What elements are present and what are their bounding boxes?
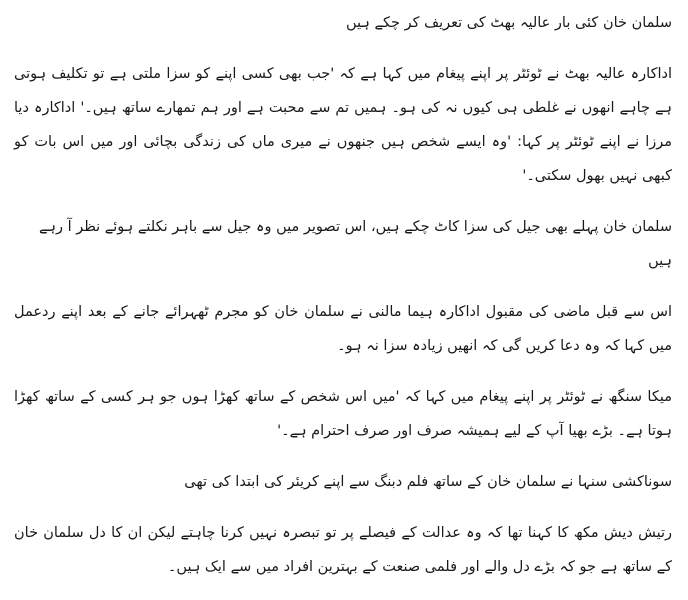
paragraph-mika-singh: میکا سنگھ نے ٹوئٹر پر اپنے پیغام میں کہا کہ 'میں اس شخص کے ساتھ کھڑا ہوں جو ہر کسی کے ساتھ کھڑا ہوتا ہے۔ بڑے بھیا آپ کے لیے ہمیشہ صرف اور صرف احترام ہے۔' [14, 389, 672, 439]
paragraph-riteish-deshmukh: رتیش دیش مکھ کا کہنا تھا کہ وہ عدالت کے فیصلے پر تو تبصرہ نہیں کرنا چاہتے لیکن ان کا دل سلمان خان کے ساتھ ہے جو کہ بڑے دل والے اور فلمی صنعت کے بہترین افراد میں سے ایک ہیں۔ [14, 525, 672, 575]
paragraph-alia-bhatt-dia-mirza: اداکارہ عالیہ بھٹ نے ٹوئٹر پر اپنے پیغام میں کہا ہے کہ 'جب بھی کسی اپنے کو سزا ملتی ہے تو تکلیف ہوتی ہے چاہے انھوں نے غلطی ہی کیوں نہ کی ہو۔ ہمیں تم سے محبت ہے اور ہم تمھارے ساتھ ہیں۔' اداکارہ دیا مرزا نے اپنے ٹوئٹر پر کہا: 'وہ ایسے شخص ہیں جنھوں نے میری ماں کی زندگی بچائی اور میں اس بات کو کبھی نہیں بھول سکتی۔' [14, 66, 672, 184]
paragraph-hema-malini: اس سے قبل ماضی کی مقبول اداکارہ ہیما مالنی نے سلمان خان کو مجرم ٹھہرائے جانے کے بعد اپنے ردعمل میں کہا کہ وہ دعا کریں گی کہ انھیں زیادہ سزا نہ ہو۔ [14, 304, 672, 354]
caption-salman-jail: سلمان خان پہلے بھی جیل کی سزا کاٹ چکے ہیں، اس تصویر میں وہ جیل سے باہر نکلتے ہوئے نظر آ رہے ہیں [38, 219, 672, 269]
caption-sonakshi-sinha: سوناکشی سنہا نے سلمان خان کے ساتھ فلم دبنگ سے اپنے کریئر کی ابتدا کی تھی [184, 474, 672, 490]
caption-salman-alia: سلمان خان کئی بار عالیہ بھٹ کی تعریف کر چکے ہیں [345, 15, 672, 31]
